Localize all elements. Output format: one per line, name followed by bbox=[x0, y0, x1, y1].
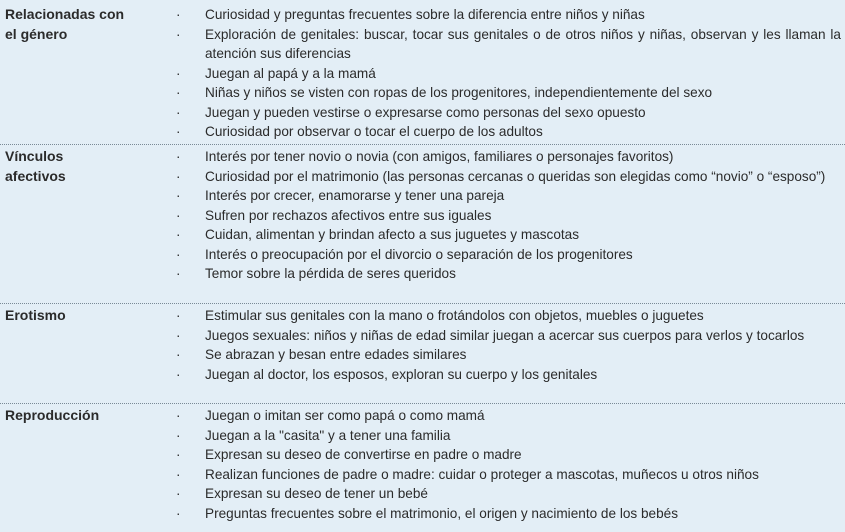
list-item bbox=[0, 306, 845, 326]
section-title-line: afectivos bbox=[5, 167, 66, 184]
item-text: Se abrazan y besan entre edades similares bbox=[205, 347, 467, 362]
bullet-icon: · bbox=[176, 227, 181, 242]
bullet-icon: · bbox=[176, 149, 181, 164]
bullet-icon: · bbox=[176, 427, 181, 443]
bullet-icon: · bbox=[176, 486, 181, 501]
list-item bbox=[0, 406, 845, 426]
section-divider bbox=[0, 144, 845, 145]
list-item bbox=[0, 484, 845, 504]
item-text: Interés o preocupación por el divorcio o separación de los progenitores bbox=[205, 246, 633, 262]
list-item bbox=[0, 504, 845, 524]
bullet-icon: · bbox=[176, 246, 181, 262]
section-title-line: Reproducción bbox=[5, 407, 100, 423]
list-item bbox=[0, 167, 845, 187]
item-text: Juegan al doctor, los esposos, exploran su cuerpo y los genitales bbox=[205, 366, 598, 382]
list-item bbox=[0, 445, 845, 465]
item-text: Curiosidad por el matrimonio (las personas cercanas o queridas son elegidas como “novio” o “esposo”) bbox=[205, 168, 826, 184]
item-text: Realizan funciones de padre o madre: cuidar o proteger a mascotas, muñecos u otros niños bbox=[205, 466, 759, 482]
list-item bbox=[0, 5, 845, 25]
item-list bbox=[0, 5, 845, 142]
list-item bbox=[0, 147, 845, 167]
item-text: Juegan a la "casita" y a tener una familia bbox=[205, 427, 451, 443]
bullet-icon: · bbox=[176, 65, 181, 81]
bullet-icon: · bbox=[176, 104, 181, 120]
bullet-icon: · bbox=[176, 327, 181, 343]
list-item bbox=[0, 225, 845, 245]
item-text: Juegos sexuales: niños y niñas de edad similar juegan a acercar sus cuerpos para verlos y tocarlos bbox=[205, 327, 805, 343]
list-item bbox=[0, 206, 845, 226]
list-item bbox=[0, 25, 845, 64]
bullet-icon: · bbox=[176, 26, 181, 42]
list-item bbox=[0, 186, 845, 206]
item-text: Juegan o imitan ser como papá o como mamá bbox=[205, 408, 485, 423]
bullet-icon: · bbox=[176, 85, 181, 100]
section-divider bbox=[0, 303, 845, 304]
bullet-icon: · bbox=[176, 266, 181, 281]
section-title-line: Relacionadas con bbox=[5, 6, 125, 22]
bullet-icon: · bbox=[176, 188, 181, 203]
item-text: Juegan al papá y a la mamá bbox=[205, 65, 376, 81]
item-text: Curiosidad por observar o tocar el cuerpo de los adultos bbox=[205, 124, 543, 139]
list-item bbox=[0, 426, 845, 446]
list-item bbox=[0, 264, 845, 284]
section-divider bbox=[0, 403, 845, 404]
section-title-line: Erotismo bbox=[5, 307, 66, 323]
item-text: Curiosidad y preguntas frecuentes sobre la diferencia entre niños y niñas bbox=[205, 7, 645, 22]
item-text: Interés por crecer, enamorarse y tener una pareja bbox=[205, 188, 505, 203]
bullet-icon: · bbox=[176, 447, 181, 462]
bullet-icon: · bbox=[176, 7, 181, 22]
bullet-icon: · bbox=[176, 347, 181, 362]
item-text: Expresan su deseo de tener un bebé bbox=[205, 486, 428, 501]
item-text: Cuidan, alimentan y brindan afecto a sus juguetes y mascotas bbox=[205, 227, 580, 242]
bullet-icon: · bbox=[176, 505, 181, 521]
bullet-icon: · bbox=[176, 308, 181, 323]
section-title-line: Vínculos bbox=[5, 148, 64, 164]
item-text: Temor sobre la pérdida de seres queridos bbox=[205, 266, 456, 281]
list-item bbox=[0, 245, 845, 265]
item-text: Niñas y niños se visten con ropas de los progenitores, independientemente del sexo bbox=[205, 85, 713, 100]
list-item bbox=[0, 365, 845, 385]
item-text: Preguntas frecuentes sobre el matrimonio, el origen y nacimiento de los bebés bbox=[205, 505, 679, 521]
bullet-icon: · bbox=[176, 124, 181, 139]
item-list bbox=[0, 306, 845, 384]
bullet-icon: · bbox=[176, 408, 181, 423]
item-text: Exploración de genitales: buscar, tocar sus genitales o de otros niños y niñas, observan y les llaman la atención sus diferencias bbox=[205, 26, 841, 61]
item-text: Expresan su deseo de convertirse en padre o madre bbox=[205, 447, 522, 462]
bullet-icon: · bbox=[176, 366, 181, 382]
section-title-line: el género bbox=[5, 25, 68, 42]
list-item bbox=[0, 83, 845, 103]
item-text: Sufren por rechazos afectivos entre sus iguales bbox=[205, 207, 492, 223]
item-text: Estimular sus genitales con la mano o frotándolos con objetos, muebles o juguetes bbox=[205, 308, 704, 323]
list-item bbox=[0, 345, 845, 365]
item-text: Interés por tener novio o novia (con amigos, familiares o personajes favoritos) bbox=[205, 149, 674, 164]
list-item bbox=[0, 326, 845, 346]
bullet-icon: · bbox=[176, 168, 181, 184]
list-item bbox=[0, 122, 845, 142]
item-text: Juegan y pueden vestirse o expresarse como personas del sexo opuesto bbox=[205, 104, 646, 120]
bullet-icon: · bbox=[176, 466, 181, 482]
list-item bbox=[0, 465, 845, 485]
bullet-icon: · bbox=[176, 207, 181, 223]
item-list bbox=[0, 147, 845, 284]
item-list bbox=[0, 406, 845, 523]
list-item bbox=[0, 64, 845, 84]
list-item bbox=[0, 103, 845, 123]
